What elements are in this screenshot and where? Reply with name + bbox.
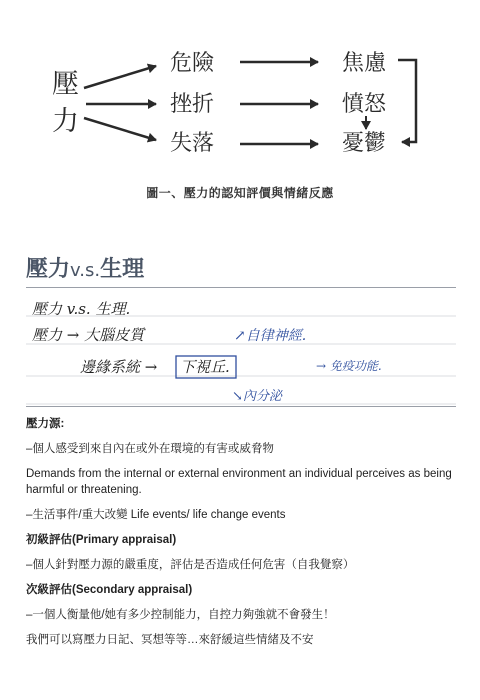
diagram-source-char-2: 力 [52, 106, 79, 137]
secondary-appraisal-text: –一個人衡量他/她有多少控制能力，自控力夠強就不會發生！ [26, 609, 335, 621]
title-part-physiology: 生理 [100, 257, 145, 282]
note-line-2: 壓力 → 大腦皮質 [32, 326, 145, 344]
stressor-def-zh: –個人感受到來自內在或外在環境的有害或威脅物 [26, 443, 274, 455]
emotion-anxiety: 焦慮 [342, 51, 387, 76]
bracket-anxiety-to-depression [398, 60, 416, 142]
appraisal-frustration: 挫折 [170, 92, 215, 117]
note-branch-right: → 免疫功能. [316, 359, 382, 373]
stressor-life-events: –生活事件/重大改變 Life events/ life change events [26, 509, 286, 521]
closing-text: 我們可以寫壓力日記、冥想等等…來舒緩這些情緒及不安 [26, 634, 314, 646]
arrow-to-loss [84, 118, 156, 140]
emotion-depression: 憂鬱 [342, 131, 387, 156]
appraisal-danger: 危險 [170, 51, 215, 76]
stressor-def-en: Demands from the internal or external environment an individual perceives as being harmful or threatening. [26, 468, 452, 496]
title-part-vs: v.s. [70, 260, 101, 281]
stressor-title: 壓力源: [26, 418, 65, 430]
body-content [26, 416, 458, 657]
note-branch-down: ↘內分泌 [232, 389, 282, 404]
note-line-1: 壓力 v.s. 生理. [32, 300, 131, 318]
diagram-caption: 圖一、壓力的認知評價與情緒反應 [146, 186, 334, 200]
note-boxed: 下視丘. [180, 358, 230, 376]
primary-appraisal-text: –個人針對壓力源的嚴重度，評估是否造成任何危害（自我覺察） [26, 559, 355, 571]
divider-top [26, 287, 456, 288]
stress-appraisal-diagram [0, 0, 480, 205]
title-part-stress: 壓力 [26, 257, 71, 282]
arrow-to-danger [84, 66, 156, 88]
primary-appraisal-title: 初級評估(Primary appraisal) [26, 534, 177, 546]
secondary-appraisal-title: 次級評估(Secondary appraisal) [26, 584, 193, 596]
divider-bottom [26, 406, 456, 407]
handwritten-notes [26, 294, 456, 412]
appraisal-loss: 失落 [170, 131, 215, 156]
diagram-source-char-1: 壓 [52, 69, 79, 100]
emotion-anger: 憤怒 [342, 92, 387, 117]
note-branch-up: ↗自律神經. [234, 328, 307, 344]
page-title [26, 252, 144, 283]
note-line-3-left: 邊緣系統 → [80, 358, 158, 376]
